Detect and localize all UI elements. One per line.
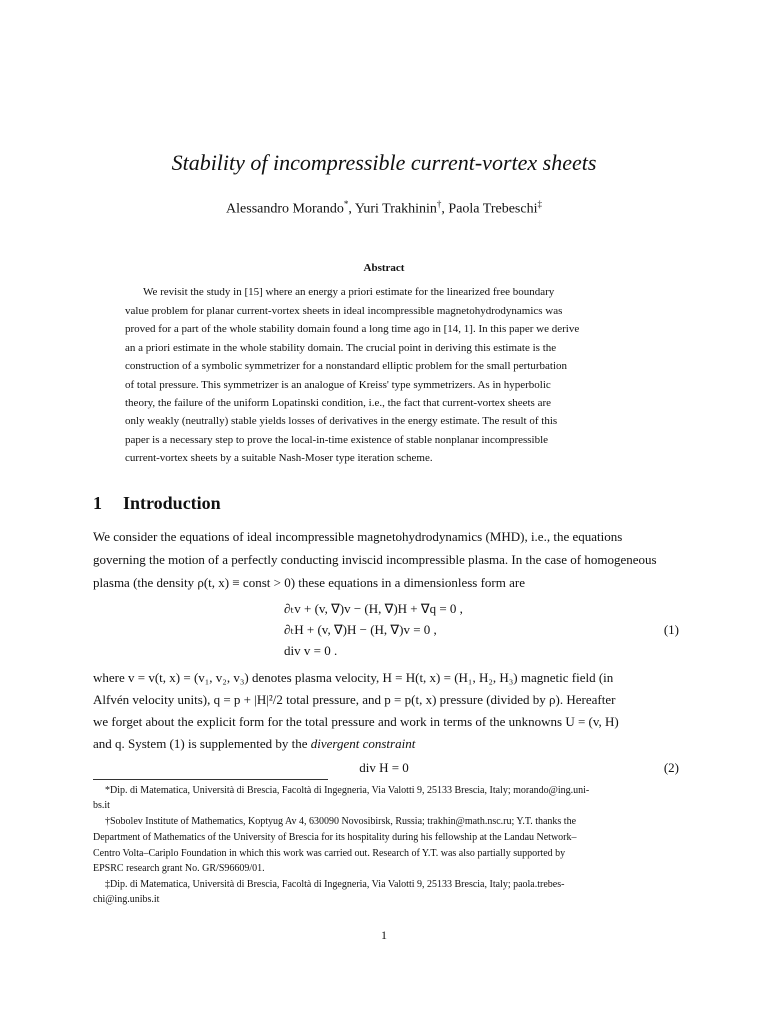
footnote-line: bs.it (93, 800, 110, 811)
body-text-line: we forget about the explicit form for the total pressure and work in terms of the unknowns U = (v, H) (93, 714, 619, 729)
section-heading (93, 493, 221, 514)
author-footnote-mark: ‡ (537, 199, 542, 209)
author-separator: , (348, 201, 355, 217)
page-number: 1 (381, 928, 387, 942)
author-footnote-mark: * (343, 199, 349, 209)
author-separator: , (441, 201, 449, 217)
abstract-line: of total pressure. This symmetrizer is an analogue of Kreiss' type symmetrizers. As in hyperbolic (125, 379, 551, 391)
abstract-line: current-vortex sheets by a suitable Nash-Moser type iteration scheme. (125, 452, 433, 464)
abstract-line: only weakly (neutrally) stable yields losses of derivatives in the energy estimate. The result of this (125, 415, 558, 427)
section-title: Introduction (123, 493, 221, 513)
equation-line: ∂ₜv + (v, ∇)v − (H, ∇)H + ∇q = 0 , (284, 601, 463, 616)
equation-line: div H = 0 (359, 760, 409, 775)
abstract-line: We revisit the study in [15] where an energy a priori estimate for the linearized free boundary (143, 286, 555, 298)
footnote-rule (93, 779, 328, 780)
emphasis-text: divergent constraint (310, 736, 416, 751)
footnote-line: Centro Volta–Cariplo Foundation in which this work was carried out. Research of Y.T. was also partially supported by (93, 848, 566, 859)
paper-title: Stability of incompressible current-vortex sheets (171, 150, 597, 175)
author-list (0, 199, 768, 218)
footnote-line: *Dip. di Matematica, Università di Brescia, Facoltà di Ingegneria, Via Valotti 9, 25133 Brescia, Italy; morando@ing.uni- (105, 785, 590, 796)
section-number: 1 (93, 493, 102, 513)
abstract-line: construction of a symbolic symmetrizer for a nonstandard elliptic problem for the small perturbation (125, 360, 568, 372)
body-text-line: plasma (the density ρ(t, x) ≡ const > 0) these equations in a dimensionless form are (93, 575, 525, 590)
abstract-line: value problem for planar current-vortex sheets in ideal incompressible magnetohydrodynamics was (125, 305, 563, 317)
footnote-line: chi@ing.unibs.it (93, 894, 160, 905)
body-text-fragment: and q. System (1) is supplemented by the (93, 736, 308, 751)
body-text-line: governing the motion of a perfectly conducting inviscid incompressible plasma. In the case of homogeneous (93, 552, 657, 567)
equation-number: (1) (663, 622, 679, 637)
body-text-line: We consider the equations of ideal incompressible magnetohydrodynamics (MHD), i.e., the equations (93, 529, 623, 544)
equation-line: div v = 0 . (284, 643, 338, 658)
author-footnote-mark: † (436, 199, 442, 209)
footnote-line: ‡Dip. di Matematica, Università di Brescia, Facoltà di Ingegneria, Via Valotti 9, 25133 Brescia, Italy; paola.trebes- (105, 879, 565, 890)
footnote-line: EPSRC research grant No. GR/S96609/01. (93, 863, 265, 874)
author-name: Paola Trebeschi (448, 201, 538, 217)
author-name: Yuri Trakhinin (354, 201, 437, 217)
equation-number: (2) (663, 760, 679, 775)
abstract-line: an a priori estimate in the whole stability domain. The crucial point in deriving this estimate is the (125, 342, 557, 354)
body-text-line: where v = v(t, x) = (v₁, v₂, v₃) denotes plasma velocity, H = H(t, x) = (H₁, H₂, H₃) magnetic field (in (93, 670, 614, 685)
author-name: Alessandro Morando (226, 201, 344, 217)
footnote-line: †Sobolev Institute of Mathematics, Koptyug Av 4, 630090 Novosibirsk, Russia; trakhin@math.nsc.ru; Y.T. thanks the (105, 816, 577, 827)
body-text-line (93, 736, 679, 752)
abstract-line: theory, the failure of the uniform Lopatinski condition, i.e., the fact that current-vortex sheets are (125, 397, 551, 409)
abstract-line: proved for a part of the whole stability domain found a long time ago in [14, 1]. In this paper we derive (125, 323, 580, 335)
body-text-line: Alfvén velocity units), q = p + |H|²/2 total pressure, and p = p(t, x) pressure (divided by ρ). Hereafter (93, 692, 616, 707)
abstract-line: paper is a necessary step to prove the local-in-time existence of stable nonplanar incompressible (125, 434, 549, 446)
footnote-line: Department of Mathematics of the University of Brescia for its hospitality during his fellowship at the Landau Network– (93, 832, 577, 843)
equation-line: ∂ₜH + (v, ∇)H − (H, ∇)v = 0 , (284, 622, 437, 637)
abstract-heading: Abstract (363, 262, 405, 274)
